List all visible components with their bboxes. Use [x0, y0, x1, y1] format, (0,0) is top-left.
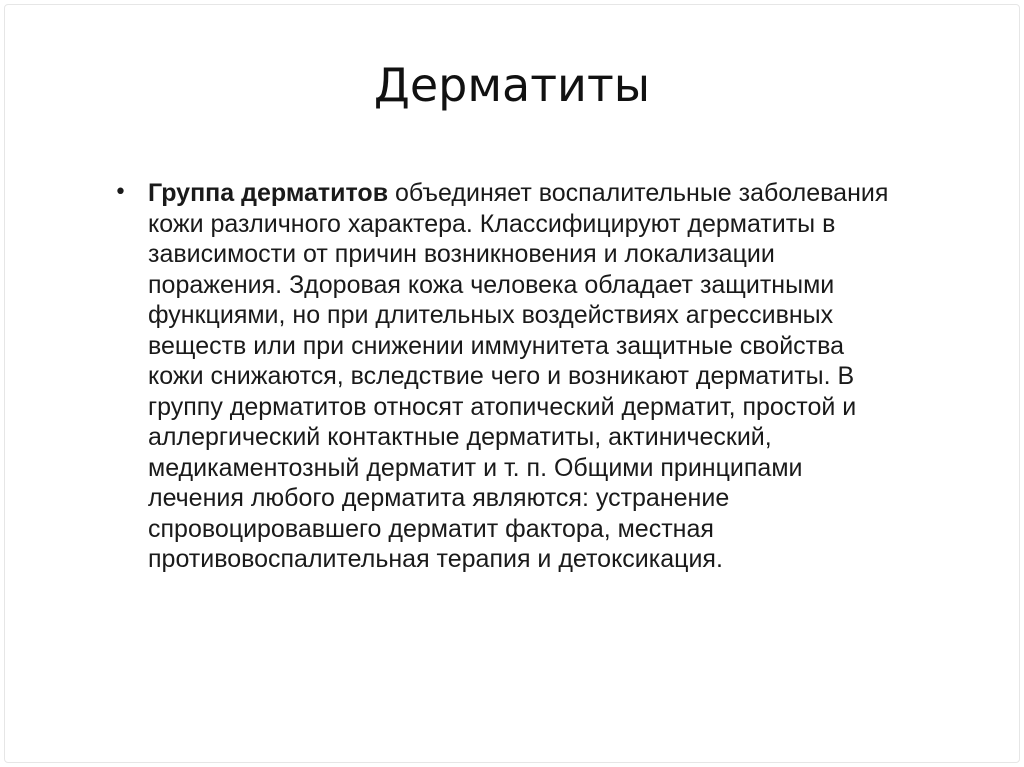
slide-title: Дерматиты	[373, 58, 651, 112]
bullet-line-4: поражения. Здоровая кожа человека обладает защитными	[148, 270, 835, 299]
bullet-line-5: функциями, но при длительных воздействиях агрессивных	[148, 301, 834, 329]
slide-body	[112, 178, 912, 575]
bullet-item	[112, 178, 912, 575]
bullet-line-13: противовоспалительная терапия и детоксикация.	[148, 545, 723, 573]
bullet-line-10: медикаментозный дерматит и т. п. Общими принципами	[148, 453, 803, 482]
bullet-line-11: лечения любого дерматита являются: устранение	[148, 484, 730, 512]
bullet-line-8: группу дерматитов относят атопический дерматит, простой и	[148, 392, 857, 421]
bullet-line-7: кожи снижаются, вследствие чего и возникают дерматиты. В	[148, 362, 855, 390]
bullet-lead-text: Группа дерматитов	[148, 179, 389, 207]
bullet-line-1	[148, 178, 912, 209]
bullet-line-12: спровоцировавшего дерматит фактора, местная	[148, 514, 714, 543]
bullet-line-2: кожи различного характера. Классифицируют дерматиты в	[148, 209, 836, 238]
bullet-dot-icon: •	[114, 180, 127, 205]
bullet-line-3: зависимости от причин возникновения и локализации	[148, 240, 775, 268]
bullet-line-6: веществ или при снижении иммунитета защитные свойства	[148, 331, 845, 360]
bullet-line-1-text: объединяет воспалительные заболевания	[388, 179, 889, 207]
bullet-line-9: аллергический контактные дерматиты, актинический,	[148, 423, 772, 451]
